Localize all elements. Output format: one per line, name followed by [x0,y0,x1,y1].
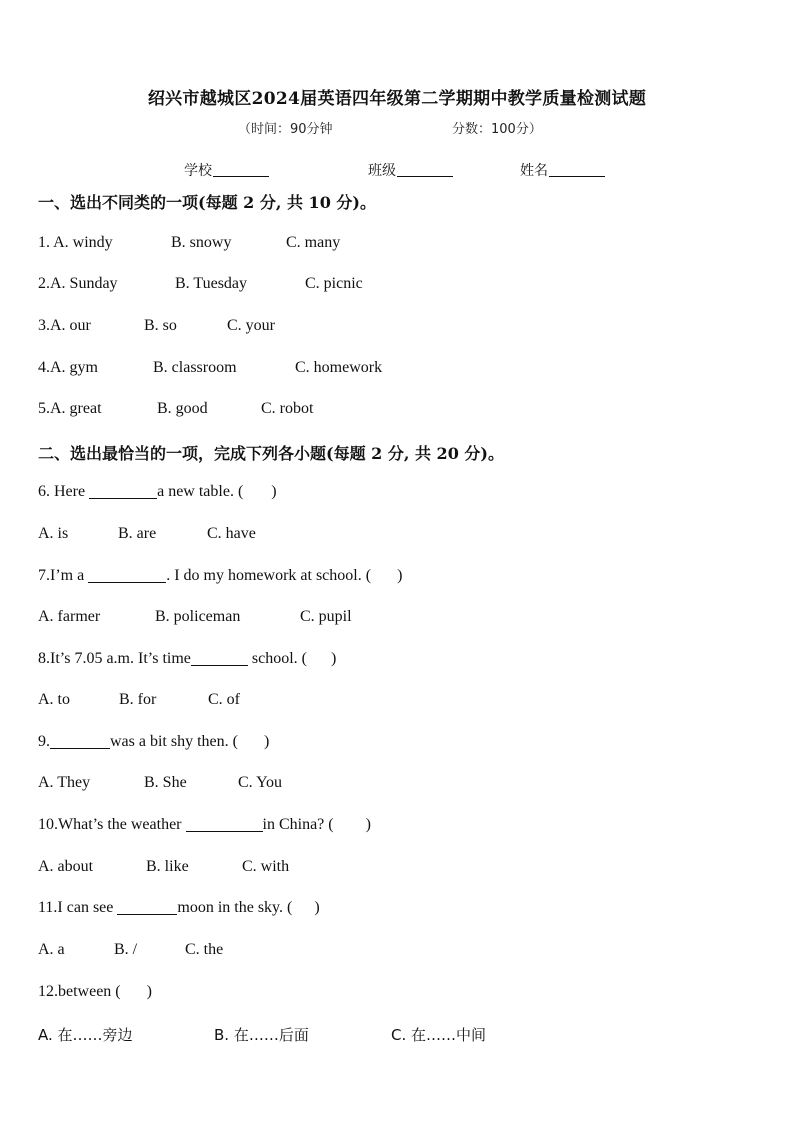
school-label: 学校 [184,163,212,179]
q11-close: ) [314,899,320,916]
q10-option-a: A. about [38,858,94,875]
q12-pre: 12.between ( [38,983,121,1000]
exam-title: 绍兴市越城区2024届英语四年级第二学期期中教学质量检测试题 [147,89,647,109]
q9-option-b: B. She [144,774,187,791]
q8-stem [38,650,336,668]
q9-stem [38,733,269,751]
q6-stem [38,483,277,501]
q7-post: . I do my homework at school. ( [166,567,372,584]
q6-blank [89,483,157,499]
section2-heading: 二、选出最恰当的一项，完成下列各小题(每题 2 分, 共 20 分)。 [38,444,504,463]
q5-option-c: C. robot [261,400,314,417]
q12-option-b: B. 在……后面 [214,1026,309,1044]
q11-post: moon in the sky. ( [177,899,293,916]
q2-option-c: C. picnic [305,275,363,292]
q6-option-a: A. is [38,525,69,542]
q8-option-a: A. to [38,691,70,708]
q2-option-a: 2.A. Sunday [38,275,118,292]
q6-pre: 6. Here [38,483,90,500]
q11-option-b: B. / [114,941,138,958]
q9-pre: 9. [38,733,50,750]
q7-stem [38,567,402,585]
q4-option-b: B. classroom [153,359,237,376]
q10-pre: 10.What’s the weather [38,816,186,833]
school-blank [213,162,269,177]
q7-pre: 7.I’m a [38,567,89,584]
q9-blank [50,733,110,749]
q4-option-c: C. homework [295,359,383,376]
class-field [368,160,453,180]
exam-score: 分数：100分） [452,122,542,137]
q12-stem [38,983,152,1001]
q2-option-b: B. Tuesday [175,275,248,292]
name-blank [549,162,605,177]
q9-option-c: C. You [238,774,283,791]
section1-heading: 一、选出不同类的一项(每题 2 分, 共 10 分)。 [38,193,376,212]
q10-option-b: B. like [146,858,189,875]
q6-option-b: B. are [118,525,157,542]
q10-stem [38,816,371,834]
class-blank [397,162,453,177]
q8-option-b: B. for [119,691,157,708]
exam-time: （时间：90分钟 [238,122,333,137]
q1-option-b: B. snowy [171,234,232,251]
q11-option-c: C. the [185,941,224,958]
q10-close: ) [365,816,371,833]
q3-option-b: B. so [144,317,177,334]
q8-pre: 8.It’s 7.05 a.m. It’s time [38,650,191,667]
q5-option-a: 5.A. great [38,400,102,417]
q9-post: was a bit shy then. ( [110,733,238,750]
q3-option-c: C. your [227,317,275,334]
q7-option-c: C. pupil [300,608,352,625]
q11-stem [38,899,320,917]
class-label: 班级 [368,163,396,179]
q9-close: ) [263,733,270,750]
q8-blank [191,650,248,666]
q9-option-a: A. They [38,774,91,791]
q7-option-b: B. policeman [155,608,241,625]
q12-close: ) [146,983,152,1000]
q10-blank [186,816,263,832]
q6-option-c: C. have [207,525,256,542]
q7-close: ) [397,567,403,584]
q6-close: ) [271,483,277,500]
q12-option-a: A. 在……旁边 [38,1026,133,1044]
q8-post: school. ( [247,650,307,667]
q5-option-b: B. good [157,400,208,417]
q12-option-c: C. 在……中间 [391,1026,487,1044]
q7-blank [88,567,166,583]
q10-option-c: C. with [242,858,290,875]
q4-option-a: 4.A. gym [38,359,98,376]
q11-pre: 11.I can see [38,899,118,916]
q11-blank [117,899,177,915]
name-field [520,160,605,180]
q11-option-a: A. a [38,941,65,958]
q1-option-a: 1. A. windy [38,234,113,251]
q6-post: a new table. ( [157,483,244,500]
q3-option-a: 3.A. our [38,317,91,334]
q8-option-c: C. of [208,691,240,708]
q7-option-a: A. farmer [38,608,101,625]
name-label: 姓名 [520,163,548,179]
q8-close: ) [330,650,337,667]
q10-post: in China? ( [262,816,334,833]
school-field [184,160,269,180]
q1-option-c: C. many [286,234,341,251]
